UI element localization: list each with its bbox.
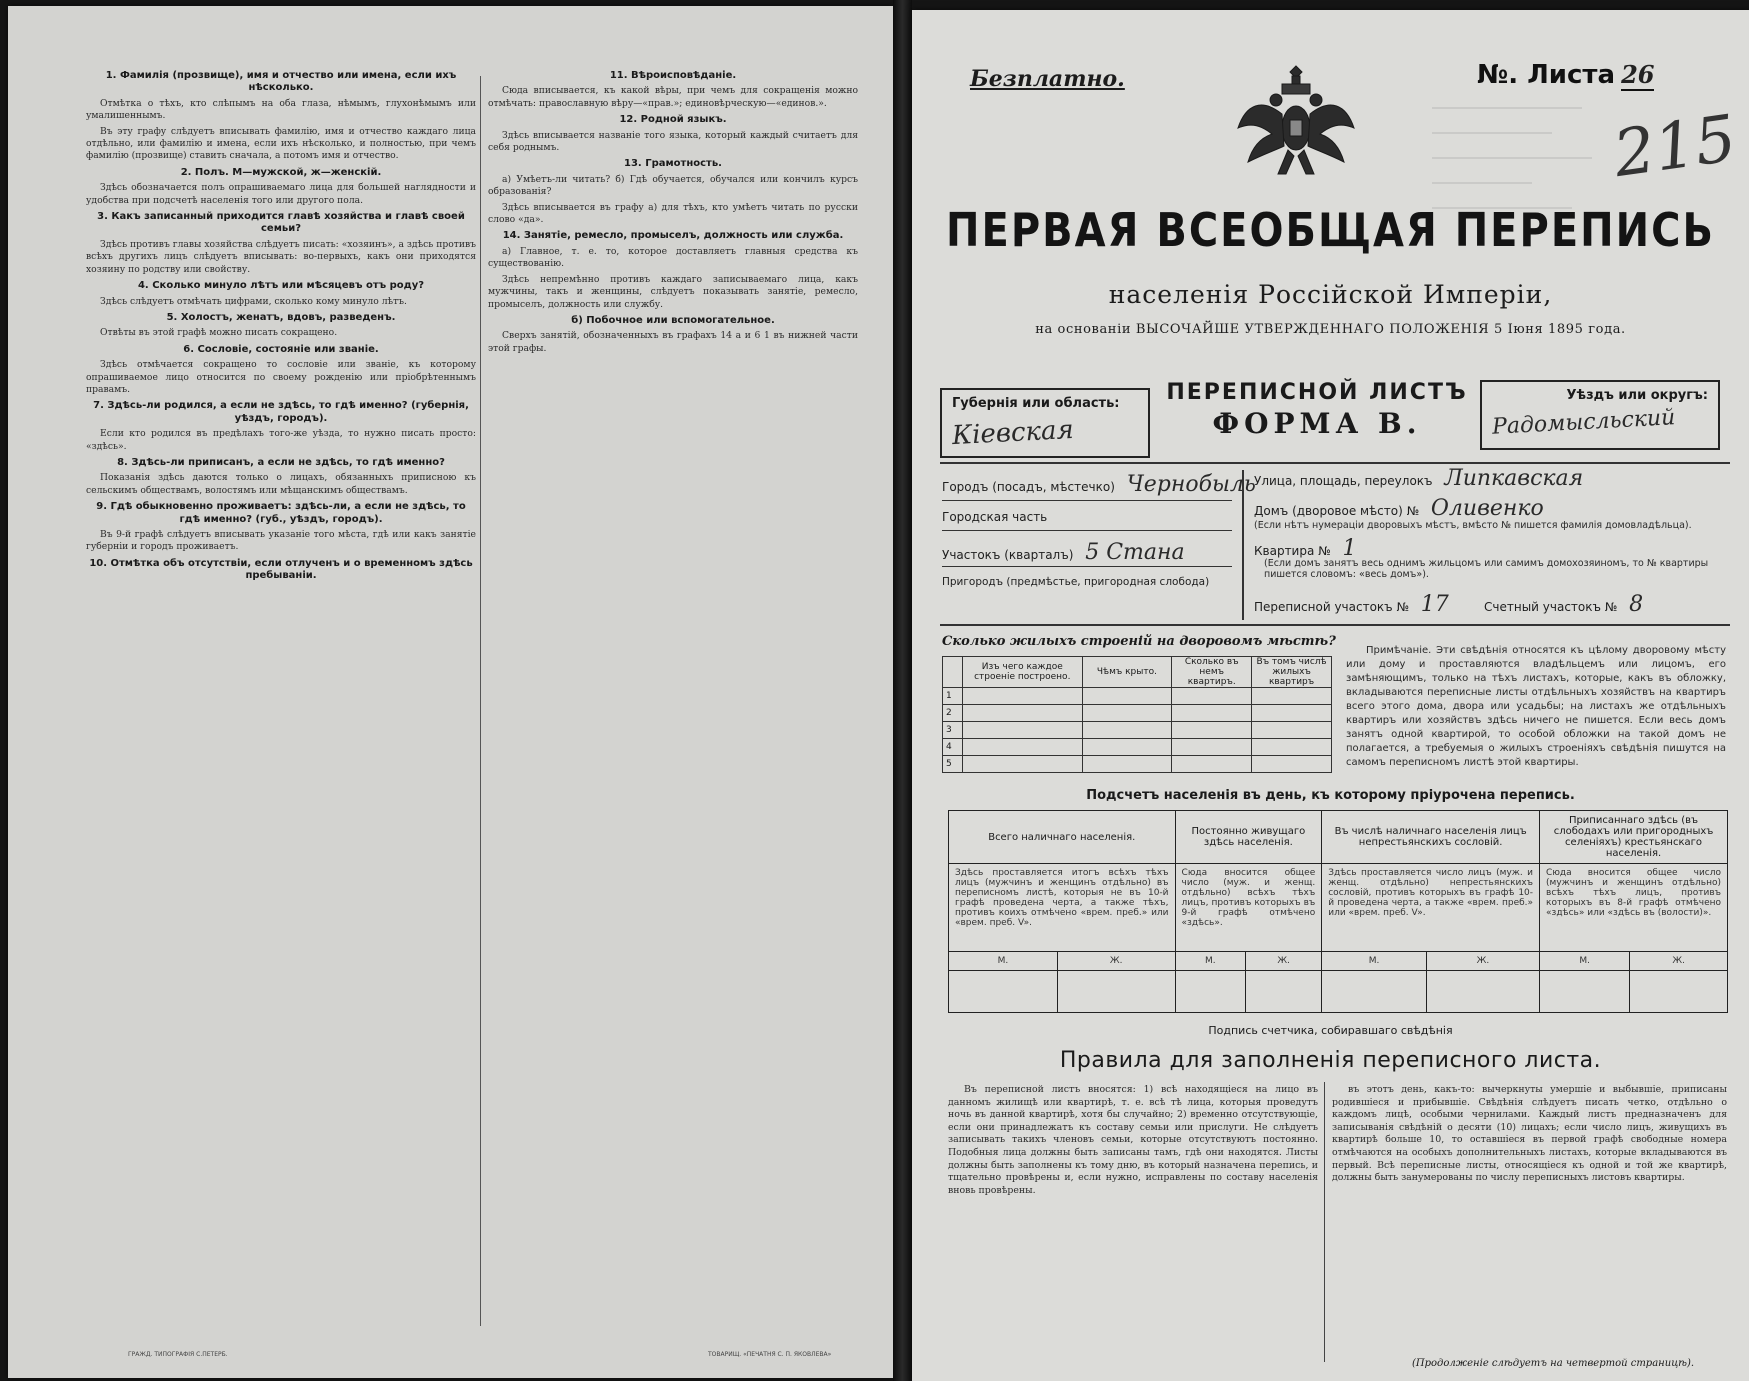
table-row <box>943 756 1332 773</box>
section-title: 13. Грамотность. <box>624 158 722 170</box>
buildings-header-num <box>943 657 963 688</box>
town-part-label: Городская часть <box>942 510 1048 524</box>
female-label: Ж. <box>1426 952 1539 971</box>
district-label: Участокъ (кварталъ) <box>942 548 1074 562</box>
table-cell <box>1246 971 1322 1013</box>
continued-note: (Продолженіе слѣдуетъ на четвертой страницѣ). <box>1412 1358 1695 1369</box>
rule-line <box>940 624 1730 626</box>
form-title: ПЕРЕПИСНОЙ ЛИСТЪ <box>1166 380 1468 405</box>
table-row <box>949 864 1728 952</box>
male-label: М. <box>1322 952 1427 971</box>
city-value: Чернобыль <box>1126 472 1256 497</box>
house-field <box>1254 496 1544 521</box>
table-cell <box>962 705 1082 722</box>
table-cell <box>1082 739 1172 756</box>
section-title: 1. Фамилія (прозвище), имя и отчество или имена, если ихъ нѣсколько. <box>105 70 457 94</box>
female-label: Ж. <box>1057 952 1175 971</box>
section-paragraph: Здѣсь обозначается полъ опрашиваемаго лица для большей наглядности и удобства при подсчетѣ населенія того или другого пола. <box>86 182 476 206</box>
buildings-table <box>942 656 1332 773</box>
rules-title: Правила для заполненія переписного листа. <box>1059 1048 1602 1073</box>
count-desc-permanent: Сюда вносится общее число (муж. и женщ. отдѣльно) всѣхъ тѣхъ лицъ, противъ которыхъ въ 9-й графѣ отмѣчено «здѣсь». <box>1175 864 1322 952</box>
sheet-number <box>1477 60 1654 90</box>
table-cell <box>962 722 1082 739</box>
house-note: (Если нѣтъ нумераціи дворовыхъ мѣстъ, вмѣсто № пишется фамилія домовладѣльца). <box>1254 520 1692 531</box>
female-label: Ж. <box>1630 952 1728 971</box>
instructions-page <box>8 6 893 1378</box>
rule-line <box>940 462 1730 464</box>
sheet-number-label: №. Листа <box>1477 60 1616 90</box>
section-title: 5. Холостъ, женатъ, вдовъ, разведенъ. <box>166 311 396 323</box>
uezd-label: Уѣздъ или округъ: <box>1566 388 1708 403</box>
count-header-peasant: Приписаннаго здѣсь (въ слободахъ или пригородныхъ селеніяхъ) крестьянскаго населенія. <box>1540 811 1728 864</box>
section-title: 9. Гдѣ обыкновенно проживаетъ: здѣсь-ли, а если не здѣсь, то гдѣ именно? (губ., уѣздъ, городъ). <box>96 501 466 525</box>
table-cell <box>1322 971 1427 1013</box>
sheet-number-value: 26 <box>1621 60 1655 89</box>
section-title: б) Побочное или вспомогательное. <box>571 314 775 326</box>
section-paragraph: Здѣсь отмѣчается сокращено то сословіе или званіе, къ которому опрашиваемое лицо относится по своему рожденію или пріобрѣтеннымъ правамъ. <box>86 359 476 395</box>
section-title: 10. Отмѣтка объ отсутствіи, если отлученъ и о временномъ здѣсь пребываніи. <box>89 557 473 582</box>
count-area-value: 8 <box>1629 592 1644 617</box>
section-paragraph: Сверхъ занятій, обозначенныхъ въ графахъ 14 а и 6 1 въ нижней части этой графы. <box>488 330 858 354</box>
form-heading <box>1162 380 1472 440</box>
census-area-field <box>1254 592 1449 617</box>
uezd-value: Радомысльский <box>1491 405 1676 440</box>
census-area-value: 17 <box>1420 592 1449 617</box>
table-cell <box>1540 971 1630 1013</box>
section-title: 7. Здѣсь-ли родился, а если не здѣсь, то гдѣ именно? (губернія, уѣздъ, городъ). <box>93 400 469 424</box>
apartment-value: 1 <box>1342 536 1357 561</box>
table-row <box>943 705 1332 722</box>
table-cell <box>1172 705 1252 722</box>
census-legal-basis: на основаніи ВЫСОЧАЙШЕ УТВЕРЖДЕННАГО ПОЛОЖЕНІЯ 5 Іюня 1895 года. <box>1035 322 1626 337</box>
printer-imprint-right: ТОВАРИЩ. «ПЕЧАТНЯ С. П. ЯКОВЛЕВА» <box>708 1351 832 1358</box>
faint-bleedthrough-scribbles <box>1432 88 1602 288</box>
section-paragraph: Здѣсь непремѣнно противъ каждаго записываемаго лица, какъ мужчины, такъ и женщины, слѣдуетъ показывать занятіе, ремесло, промыселъ, должность или службу. <box>488 273 858 310</box>
section-paragraph: Здѣсь вписывается названіе того языка, который каждый считаетъ для себя роднымъ. <box>488 129 858 154</box>
table-cell <box>1252 688 1332 705</box>
instructions-column-2 <box>488 66 858 358</box>
table-cell <box>962 756 1082 773</box>
row-number: 3 <box>943 722 963 739</box>
table-cell <box>1252 739 1332 756</box>
row-number: 1 <box>943 688 963 705</box>
section-paragraph: Отмѣтка о тѣхъ, кто слѣпымъ на оба глаза, нѣмымъ, глухонѣмымъ или умалишеннымъ. <box>86 97 476 122</box>
male-label: М. <box>1175 952 1245 971</box>
section-paragraph: Сюда вписывается, къ какой вѣры, при чемъ для сокращенія можно отмѣчать: православную вѣру—«прав.»; единовѣрческую—«единов.». <box>488 85 858 109</box>
section-paragraph: Здѣсь противъ главы хозяйства слѣдуетъ писать: «хозяинъ», а здѣсь противъ всѣхъ другихъ лицъ слѣдуетъ вписывать: во-первыхъ, какъ они приходятся хозяину по родству или свойству. <box>86 238 476 275</box>
column-divider <box>480 76 481 1326</box>
section-title: 11. Вѣроисповѣданіе. <box>609 70 737 81</box>
count-desc-total: Здѣсь проставляется итогъ всѣхъ тѣхъ лицъ (мужчинъ и женщинъ отдѣльно) въ переписномъ листѣ, которыя не въ 10-й графѣ проведена черта, а также тѣхъ, противъ коихъ отмѣчено «врем. преб.» или «врем. преб. V». <box>949 864 1176 952</box>
section-title: 2. Полъ. М—мужской, ж—женскій. <box>180 166 382 178</box>
table-cell <box>1172 722 1252 739</box>
district-field <box>942 540 1185 565</box>
section-paragraph: а) Умѣетъ-ли читать? б) Гдѣ обучается, обучался или кончилъ курсъ образованія? <box>488 173 858 198</box>
printer-imprint-left: ГРАЖД. ТИПОГРАФІЯ С.ПЕТЕРБ. <box>128 1351 228 1358</box>
city-label: Городъ (посадъ, мѣстечко) <box>942 480 1115 494</box>
table-cell <box>1082 688 1172 705</box>
section-paragraph: Здѣсь вписывается въ графу а) для тѣхъ, кто умѣетъ читать по русски слово «да». <box>488 201 858 226</box>
table-cell <box>1082 756 1172 773</box>
street-value: Липкавская <box>1444 466 1584 491</box>
guberniya-label: Губернія или область: <box>952 396 1120 411</box>
section-title: 4. Сколько минуло лѣтъ или мѣсяцевъ отъ роду? <box>137 280 425 292</box>
row-number: 4 <box>943 739 963 756</box>
male-label: М. <box>949 952 1058 971</box>
guberniya-box <box>940 388 1150 458</box>
binding-gutter <box>893 0 912 1381</box>
rule-line <box>942 530 1232 531</box>
suburb-field <box>942 576 1209 588</box>
rule-line <box>942 566 1232 567</box>
table-cell <box>1426 971 1539 1013</box>
buildings-note: Примѣчаніе. Эти свѣдѣнія относятся къ цѣлому дворовому мѣсту или дому и проставляются владѣльцемъ или лицомъ, его замѣняющимъ, только на тѣхъ листахъ, которые, какъ въ обложку, вкладываются переписные листы отдѣльныхъ хозяйствъ на квартиръ всего этого дома, двора или усадьбы; на листахъ же отдѣльныхъ квартиръ или хозяйствъ здѣсь ничего не пишется. Если весь домъ занятъ одной квартирой, то особой обложки на такой домъ не полагается, а требуемыя о жилыхъ строеніяхъ свѣдѣнія пишутся на самомъ переписномъ листѣ этой квартиры. <box>1346 645 1726 768</box>
street-field <box>1254 466 1583 491</box>
table-cell <box>1172 739 1252 756</box>
count-header-total: Всего наличнаго населенія. <box>949 811 1176 864</box>
male-label: М. <box>1540 952 1630 971</box>
census-subtitle: населенія Россійской Имперіи, <box>1108 280 1553 309</box>
counter-signature-line: Подпись счетчика, собиравшаго свѣдѣнія <box>1208 1024 1453 1037</box>
rule-line <box>942 500 1232 501</box>
table-row <box>949 971 1728 1013</box>
city-field <box>942 472 1256 497</box>
imperial-eagle-emblem <box>1232 58 1360 186</box>
town-part-field <box>942 510 1047 524</box>
form-variant: ФОРМА В. <box>1212 407 1422 440</box>
table-cell <box>1252 722 1332 739</box>
table-cell <box>1172 756 1252 773</box>
table-cell <box>1252 705 1332 722</box>
table-cell <box>949 971 1058 1013</box>
table-cell <box>962 739 1082 756</box>
section-title: 14. Занятіе, ремесло, промыселъ, должность или служба. <box>502 230 844 242</box>
table-cell <box>1082 705 1172 722</box>
buildings-header-material: Изъ чего каждое строеніе построено. <box>962 657 1082 688</box>
census-area-label: Переписной участокъ № <box>1254 600 1409 614</box>
buildings-header-roof: Чѣмъ крыто. <box>1082 657 1172 688</box>
section-title: 3. Какъ записанный приходится главѣ хозяйства и главѣ своей семьи? <box>97 211 465 235</box>
section-paragraph: Здѣсь слѣдуетъ отмѣчать цифрами, сколько кому минуло лѣтъ. <box>100 295 407 307</box>
table-cell <box>1082 722 1172 739</box>
house-value: Оливенко <box>1430 496 1544 521</box>
census-form-page <box>912 10 1749 1381</box>
uezd-box <box>1480 380 1720 450</box>
table-cell <box>1172 688 1252 705</box>
count-header-permanent: Постоянно живущаго здѣсь населенія. <box>1175 811 1322 864</box>
count-desc-peasant: Сюда вносится общее число (мужчинъ и женщинъ отдѣльно) всѣхъ тѣхъ лицъ, противъ которыхъ въ 8-й графѣ отмѣчено «здѣсь» или «здѣсь въ (волости)». <box>1540 864 1728 952</box>
apartment-label: Квартира № <box>1254 544 1331 558</box>
census-title: ПЕРВАЯ ВСЕОБЩАЯ ПЕРЕПИСЬ <box>946 204 1715 258</box>
count-header-non-peasant: Въ числѣ наличнаго населенія лицъ непрестьянскихъ сословій. <box>1322 811 1540 864</box>
handwritten-margin-number: 215 <box>1609 101 1741 193</box>
count-area-field <box>1484 592 1643 617</box>
section-title: 8. Здѣсь-ли приписанъ, а если не здѣсь, то гдѣ именно? <box>117 456 445 468</box>
table-cell <box>1252 756 1332 773</box>
street-label: Улица, площадь, переулокъ <box>1254 474 1433 488</box>
count-area-label: Счетный участокъ № <box>1484 600 1618 614</box>
guberniya-value: Кіевская <box>951 414 1075 452</box>
section-paragraph: а) Главное, т. е. то, которое доставляетъ главныя средства къ существованію. <box>488 245 858 270</box>
suburb-label: Пригородъ (предмѣстье, пригородная слобода) <box>942 576 1210 588</box>
free-label: Безплатно. <box>970 66 1125 92</box>
population-count-title: Подсчетъ населенія въ день, къ которому пріурочена перепись. <box>1086 788 1575 803</box>
section-paragraph: Показанія здѣсь даются только о лицахъ, обязанныхъ приписною къ сельскимъ обществамъ, волостямъ или мѣщанскимъ обществамъ. <box>86 472 476 496</box>
rules-column-2: въ этотъ день, какъ-то: вычеркнуты умершіе и выбывшіе, приписаны родившіеся и прибывшіе. Свѣдѣнія слѣдуетъ писать четко, отдѣльно о каждомъ лицѣ, особыми чернилами. Каждый листъ предназначенъ для записыванія свѣдѣній о десяти (10) лицахъ; если число лицъ, живущихъ въ квартирѣ больше 10, то оставшіеся въ первой графѣ свободные номера отмѣчаются на особыхъ дополнительныхъ листахъ, которые вкладываются въ первый. Всѣ переписные листы, относящіеся къ одной и той же квартирѣ, должны быть занумерованы по числу переписныхъ листовъ квартиры. <box>1332 1084 1727 1184</box>
table-cell <box>1057 971 1175 1013</box>
population-count-table <box>948 810 1728 1013</box>
section-paragraph: Въ эту графу слѣдуетъ вписывать фамилію, имя и отчество каждаго лица отдѣльно, или фамилію и имена, если ихъ нѣсколько, и полностью, при чемъ фамилію (прозвище) ставить сначала, а потомъ имя и отчество. <box>86 125 476 162</box>
female-label: Ж. <box>1246 952 1322 971</box>
table-row <box>949 952 1728 971</box>
count-desc-non-peasant: Здѣсь проставляется число лицъ (муж. и женщ. отдѣльно) непрестьянскихъ сословій, противъ которыхъ въ графѣ 10-й проведена черта, а также «врем. преб.» или «врем. преб. V». <box>1322 864 1540 952</box>
section-title: 6. Сословіе, состояніе или званіе. <box>183 343 379 355</box>
table-cell <box>1175 971 1245 1013</box>
table-cell <box>1630 971 1728 1013</box>
table-cell <box>962 688 1082 705</box>
apartment-note: (Если домъ занятъ весь однимъ жильцомъ или самимъ домохозяиномъ, то № квартиры пишется словомъ: «весь домъ»). <box>1264 558 1709 580</box>
rules-column-1: Въ переписной листъ вносятся: 1) всѣ находящіеся на лицо въ данномъ жилищѣ или квартирѣ, т. е. всѣ тѣ лица, которыя проведутъ ночь въ данной квартирѣ, хотя бы случайно; 2) временно отсутствующіе, если они принадлежатъ къ составу семьи или прислуги. Не слѣдуетъ записывать такихъ членовъ семьи, которые отсутствуютъ постоянно. Подобныя лица должны быть записаны тамъ, гдѣ они находятся. Листы должны быть заполнены къ тому дню, въ который назначена перепись, и тщательно провѣрены и, если нужно, исправлены по составу населенія вновь провѣрены. <box>948 1084 1318 1196</box>
rules-divider <box>1324 1082 1325 1362</box>
table-row <box>943 739 1332 756</box>
section-paragraph: Въ 9-й графѣ слѣдуетъ вписывать указаніе того мѣста, гдѣ или какъ занятіе губерніи и городъ проживаетъ. <box>86 529 476 553</box>
section-title: 12. Родной языкъ. <box>619 114 727 126</box>
buildings-header-apartments: Сколько въ немъ квартиръ. <box>1172 657 1252 688</box>
table-row <box>943 688 1332 705</box>
house-label: Домъ (дворовое мѣсто) № <box>1254 504 1420 518</box>
district-value: 5 Стана <box>1085 540 1185 565</box>
row-number: 5 <box>943 756 963 773</box>
instructions-column-1 <box>86 66 476 586</box>
table-row <box>943 722 1332 739</box>
buildings-question: Сколько жилыхъ строеній на дворовомъ мѣстѣ? <box>942 634 1336 649</box>
row-number: 2 <box>943 705 963 722</box>
section-paragraph: Отвѣты въ этой графѣ можно писать сокращено. <box>100 327 338 339</box>
section-paragraph: Если кто родился въ предѣлахъ того-же уѣзда, то нужно писать просто: «здѣсь». <box>86 428 476 452</box>
buildings-header-living: Въ томъ числѣ жилыхъ квартиръ <box>1252 657 1332 688</box>
